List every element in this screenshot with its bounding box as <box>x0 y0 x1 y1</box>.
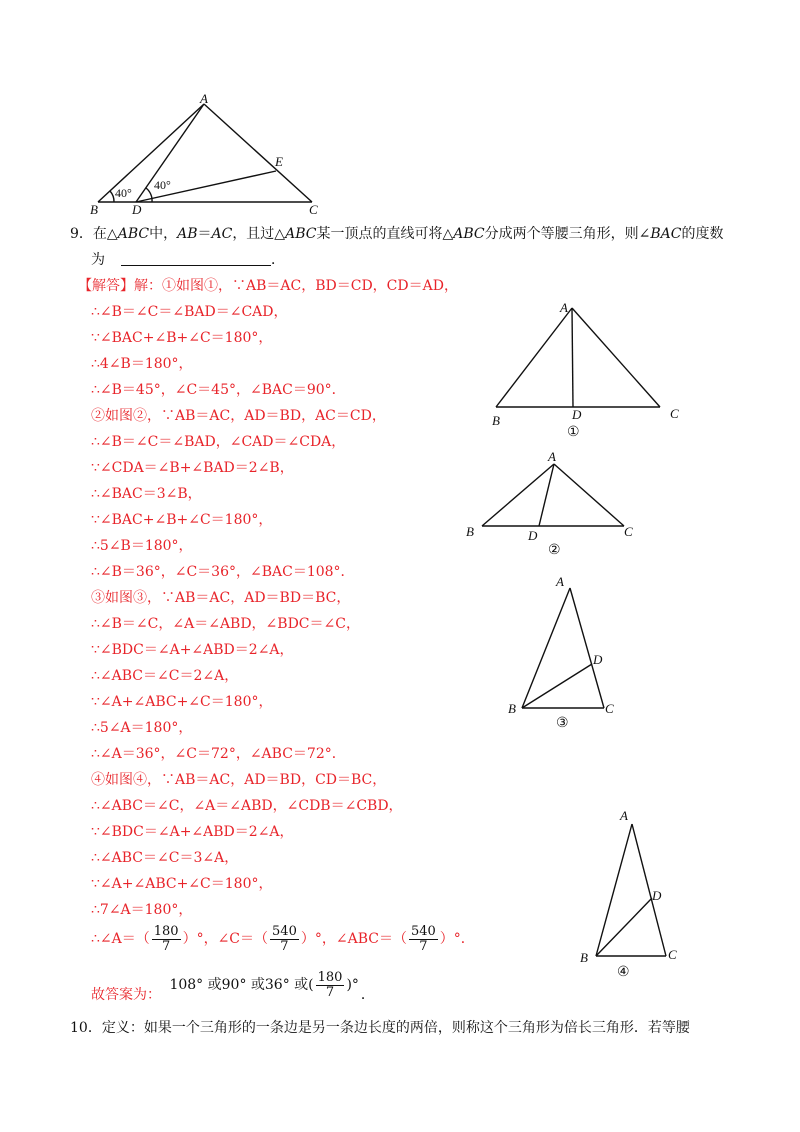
figure-2 <box>462 448 662 560</box>
solution-line: ∴∠A＝36°，∠C＝72°，∠ABC＝72°． <box>91 746 346 762</box>
solution-line: ∵∠CDA＝∠B+∠BAD＝2∠B， <box>91 460 294 476</box>
answer-label: 故答案为： <box>91 987 161 1003</box>
q9-line-1: 9．在△ABC中，AB＝AC，且过△ABC某一顶点的直线可将△ABC分成两个等腰三角形，则∠BAC的度数 <box>70 226 724 242</box>
fig4-label-b: B <box>580 950 588 965</box>
answer-fraction: $\frac{180}{7}$ <box>317 969 343 1000</box>
figure-1 <box>484 298 694 440</box>
fig2-caption: ② <box>548 543 561 558</box>
solution-line: ∴∠B＝45°，∠C＝45°，∠BAC＝90°． <box>91 382 346 398</box>
fig4-label-c: C <box>668 947 677 962</box>
fraction-c: $\frac{540}{7}$ <box>272 923 297 954</box>
answer-blank <box>121 251 271 266</box>
fraction-abc: $\frac{540}{7}$ <box>410 923 436 954</box>
solution-line: ∴5∠B＝180°， <box>91 538 193 554</box>
solution-line: ∵∠BDC＝∠A+∠ABD＝2∠A， <box>91 824 294 840</box>
top-fig-label-c: C <box>309 202 318 217</box>
top-fig-angle-2: 40° <box>154 178 171 192</box>
solution-line: ∵∠BDC＝∠A+∠ABD＝2∠A， <box>91 642 294 658</box>
solution-line: ∴∠B＝∠C＝∠BAD，∠CAD＝∠CDA， <box>91 434 346 450</box>
solution-line: ∴∠ABC＝∠C，∠A＝∠ABD，∠CDB＝∠CBD， <box>91 798 403 814</box>
solution-line: ∴∠ABC＝∠C＝3∠A， <box>91 850 239 866</box>
solution-line: ∵∠BAC+∠B+∠C＝180°， <box>91 512 273 528</box>
fig3-label-d: D <box>593 652 603 667</box>
fig2-label-c: C <box>624 524 633 539</box>
fig2-label-d: D <box>528 528 538 543</box>
solution-line: ②如图②，∵AB＝AC，AD＝BD，AC＝CD， <box>91 408 386 424</box>
fig1-caption: ① <box>567 425 580 440</box>
fig1-label-b: B <box>492 413 500 428</box>
solution-line: ∴∠B＝36°，∠C＝36°，∠BAC＝108°． <box>91 564 355 580</box>
solution-line: ∴∠B＝∠C，∠A＝∠ABD，∠BDC＝∠C， <box>91 616 360 632</box>
figure-4 <box>576 806 686 980</box>
top-triangle-figure <box>80 90 340 220</box>
top-fig-label-d: D <box>132 202 142 217</box>
solution-line: ∴∠ABC＝∠C＝2∠A， <box>91 668 239 684</box>
solution-line: 【解答】解：①如图①，∵AB＝AC，BD＝CD，CD＝AD， <box>78 278 458 294</box>
q9-line-2: 为 ． <box>91 252 285 268</box>
fig2-label-a: A <box>548 449 556 464</box>
top-fig-label-e: E <box>275 154 283 169</box>
fig3-label-b: B <box>508 701 516 716</box>
figure-3 <box>500 570 630 730</box>
solution-line: ③如图③，∵AB＝AC，AD＝BD＝BC， <box>91 590 351 606</box>
fig1-label-d: D <box>572 407 582 422</box>
fig4-label-d: D <box>652 888 662 903</box>
fig3-caption: ③ <box>556 716 569 730</box>
q10-line: 10．定义：如果一个三角形的一条边是另一条边长度的两倍，则称这个三角形为倍长三角形．若等腰 <box>70 1020 690 1036</box>
top-fig-angle-1: 40° <box>115 186 132 200</box>
answer-text: 108° 或90° 或36° 或( <box>169 977 314 993</box>
answer-line: 故答案为： 108° 或90° 或36° 或( $\frac{180}{7}$ )°． <box>91 969 375 1003</box>
solution-line: ∵∠A+∠ABC+∠C＝180°， <box>91 876 273 892</box>
solution-line: ∴∠BAC＝3∠B， <box>91 486 202 502</box>
fig1-label-a: A <box>560 300 568 315</box>
fig1-label-c: C <box>670 406 679 421</box>
solution-line: ∴5∠A＝180°， <box>91 720 193 736</box>
fig4-caption: ④ <box>617 965 630 980</box>
solution-line: ④如图④，∵AB＝AC，AD＝BD，CD＝BC， <box>91 772 387 788</box>
fig4-label-a: A <box>620 808 628 823</box>
top-fig-label-b: B <box>90 202 98 217</box>
solution-line: ∵∠BAC+∠B+∠C＝180°， <box>91 330 273 346</box>
fig3-label-a: A <box>556 574 564 589</box>
fraction-a: $\frac{180}{7}$ <box>153 923 179 954</box>
top-fig-label-a: A <box>200 91 208 106</box>
solution-line: ∵∠A+∠ABC+∠C＝180°， <box>91 694 273 710</box>
solution-line: ∴∠B＝∠C＝∠BAD＝∠CAD， <box>91 304 288 320</box>
solution-line: ∴7∠A＝180°， <box>91 902 193 918</box>
solution-line: ∴4∠B＝180°， <box>91 356 193 372</box>
fig2-label-b: B <box>466 524 474 539</box>
fig3-label-c: C <box>605 701 614 716</box>
solution-final-line: ∴∠A＝（ $\frac{180}{7}$ ）°，∠C＝（ $\frac{540}{7}$ ）°，∠ABC＝（ $\frac{540}{7}$ ）°． <box>91 923 475 954</box>
